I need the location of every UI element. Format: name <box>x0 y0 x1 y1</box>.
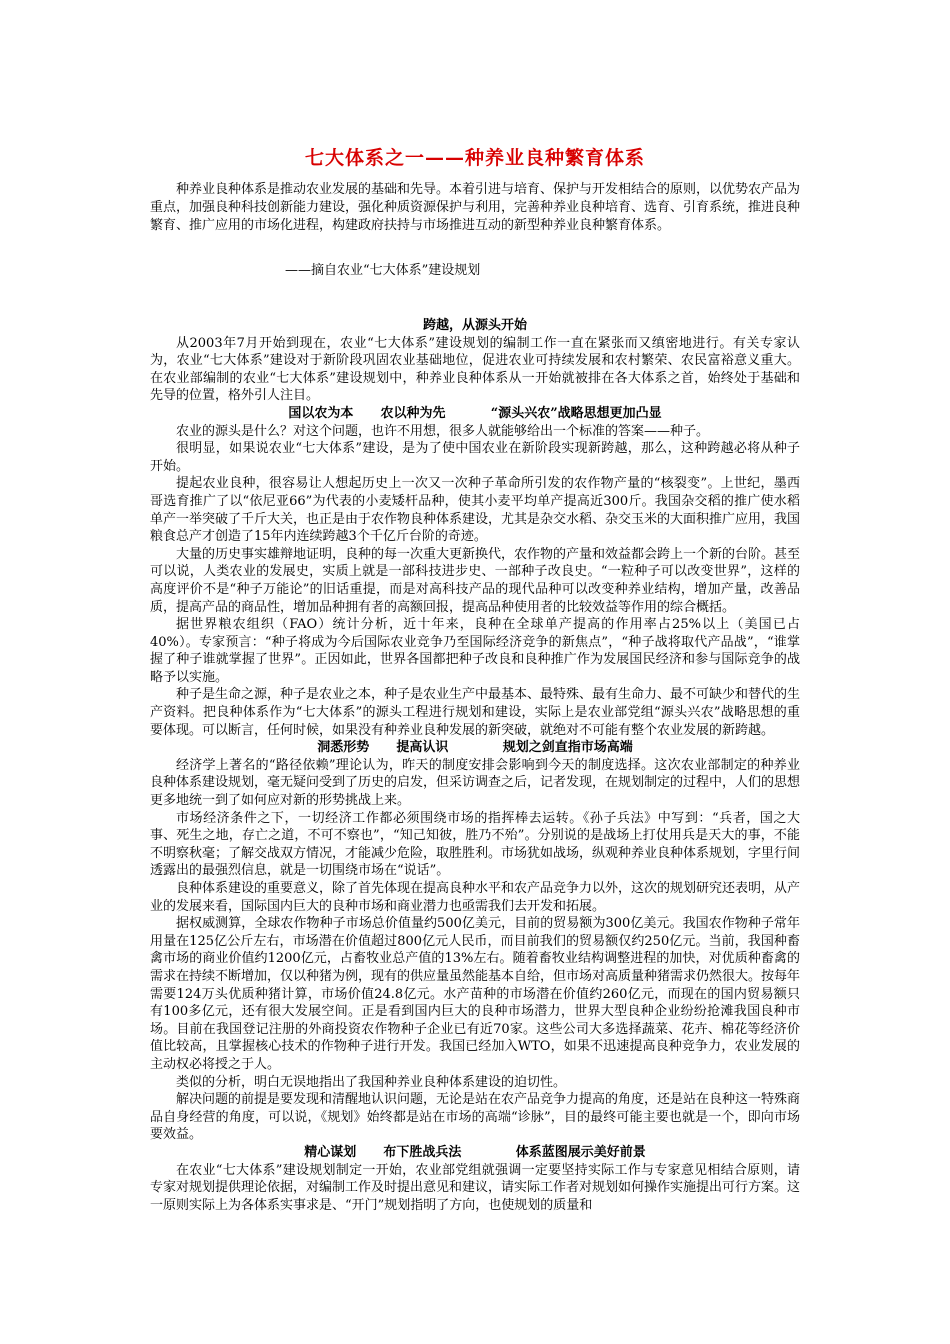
body-paragraph: 类似的分析，明白无误地指出了我国种养业良种体系建设的迫切性。 <box>176 1074 567 1090</box>
body-paragraph: 种子是生命之源，种子是农业之本，种子是农业生产中最基本、最特殊、最有生命力、最不可缺少和替代的生产资料。把良种体系作为“七大体系”的源头工程进行规划和建设，实际上是农业部党组“源头兴农”战略思想的重要体现。可以断言，任何时候，如果没有种养业良种发展的新突破，就绝对不可能有整个农业发展的新跨越。 <box>150 687 801 738</box>
section-heading: 精心谋划 布下胜战兵法 体系蓝图展示美好前景 <box>304 1144 646 1160</box>
document-title: 七大体系之一——种养业良种繁育体系 <box>304 147 645 169</box>
body-paragraph: 很明显，如果说农业“七大体系”建设，是为了使中国农业在新阶段实现新跨越，那么，这种跨越必将从种子开始。 <box>150 441 800 474</box>
document-body <box>150 317 800 1214</box>
section-heading: 跨越，从源头开始 <box>422 318 527 333</box>
body-paragraph: 提起农业良种，很容易让人想起历史上一次又一次种子革命所引发的农作物产量的“核裂变”。上世纪，墨西哥选育推广了以“依尼亚66”为代表的小麦矮杆品种，使其小麦平均单产提高近300斤。我国杂交稻的推广使水稻单产一举突破了千斤大关，也正是由于农作物良种体系建设，尤其是杂交水稻、杂交玉米的大面积推广应用，我国粮食总产才创造了15年内连续跨越3个千亿斤台阶的奇迹。 <box>150 476 801 545</box>
intro-paragraph: 种养业良种体系是推动农业发展的基础和先导。本着引进与培育、保护与开发相结合的原则，以优势农产品为重点，加强良种科技创新能力建设，强化种质资源保护与利用，完善种养业良种培育、选育、引育系统，推进良种繁育、推广应用的市场化进程，构建政府扶持与市场推进互动的新型种养业良种繁育体系。 <box>150 182 801 233</box>
body-paragraph: 市场经济条件之下，一切经济工作都必须围绕市场的指挥棒去运转。《孙子兵法》中写到：“兵者，国之大事、死生之地，存亡之道，不可不察也”，“知己知彼，胜乃不殆”。分别说的是战场上打仗用兵是天大的事，不能不明察秋毫；了解交战双方情况，才能减少危险，取胜胜利。市场犹如战场，纵观种养业良种体系规划，字里行间透露出的最强烈信息，就是一切围绕市场在“说话”。 <box>150 810 801 879</box>
body-paragraph: 良种体系建设的重要意义，除了首先体现在提高良种水平和农产品竞争力以外，这次的规划研究还表明，从产业的发展来看，国际国内巨大的良种市场和商业潜力也亟需我们去开发和拓展。 <box>150 881 801 914</box>
body-paragraph: 据权威测算，全球农作物种子市场总价值量约500亿美元，目前的贸易额为300亿美元。我国农作物种子常年用量在125亿公斤左右，市场潜在价值超过800亿元人民币，而目前我们的贸易额仅约250亿元。当前，我国种畜禽市场的商业价值约1200亿元，占畜牧业总产值的13%左右。随着畜牧业结构调整进程的加快，对优质种畜禽的需求在持续不断增加，仅以种猪为例，现有的供应量虽然能基本自给，但市场对高质量种猪需求仍然很大。按每年需要124万头优质种猪计算，市场价值24.8亿元。水产苗种的市场潜在价值约260亿元，而现在的国内贸易额只有100多亿元，还有很大发展空间。正是看到国内巨大的良种市场潜力，世界大型良种企业纷纷抢滩我国良种市场。目前在我国登记注册的外商投资农作物种子企业已有近70家。这些公司大多选择蔬菜、花卉、棉花等经济价值比较高，且掌握核心技术的作物种子进行开发。我国已经加入WTO，如果不迅速提高良种竞争力，农业发展的主动权必将授之于人。 <box>150 916 801 1072</box>
body-paragraph: 从2003年7月开始到现在，农业“七大体系”建设规划的编制工作一直在紧张而又缜密地进行。有关专家认为，农业“七大体系”建设对于新阶段巩固农业基础地位，促进农业可持续发展和农村繁荣、农民富裕意义重大。在农业部编制的农业“七大体系”建设规划中，种养业良种体系从一开始就被排在各大体系之首，始终处于基础和先导的位置，格外引人注目。 <box>150 335 800 404</box>
body-paragraph: 解决问题的前提是要发现和清醒地认识问题，无论是站在农产品竞争力提高的角度，还是站在良种这一特殊商品自身经营的角度，可以说，《规划》始终都是站在市场的高端“诊脉”，目的最终可能主要也就是一个，即向市场要效益。 <box>150 1092 801 1143</box>
section-heading: 国以农为本 农以种为先 “源头兴农”战略思想更加凸显 <box>288 405 662 421</box>
body-paragraph: 据世界粮农组织（FAO）统计分析，近十年来，良种在全球单产提高的作用率占25%以上（美国已占40%）。专家预言：“种子将成为今后国际农业竞争乃至国际经济竞争的新焦点”，“种子战将取代产品战”，“谁掌握了种子谁就掌握了世界”。正因如此，世界各国都把种子改良和良种推广作为发展国民经济和参与国际竞争的战略予以实施。 <box>150 617 800 685</box>
body-paragraph: 经济学上著名的“路径依赖”理论认为，昨天的制度安排会影响到今天的制度选择。这次农业部制定的种养业良种体系建设规划，毫无疑问受到了历史的启发，但采访调查之后，记者发现，在规划制定的过程中，人们的思想更多地统一到了如何应对新的形势挑战上来。 <box>150 757 801 809</box>
body-paragraph: 大量的历史事实雄辩地证明，良种的每一次重大更新换代，农作物的产量和效益都会跨上一个新的台阶。甚至可以说，人类农业的发展史，实质上就是一部科技进步史、一部种子改良史。“一粒种子可以改变世界”，这样的高度评价不是“种子万能论”的旧话重提，而是对高科技产品的现代品种可以改变种养业结构，增加产量，改善品质，提高产品的商品性，增加品种拥有者的高额回报，提高品种使用者的比较效益等作用的综合概括。 <box>150 546 801 615</box>
section-heading: 洞悉形势 提高认识 规划之剑直指市场高端 <box>317 740 633 756</box>
source-citation: ——摘自农业“七大体系”建设规划 <box>285 263 481 278</box>
body-paragraph: 农业的源头是什么？对这个问题，也许不用想，很多人就能够给出一个标准的答案——种子。 <box>176 423 710 439</box>
body-paragraph: 在农业“七大体系”建设规划制定一开始，农业部党组就强调一定要坚持实际工作与专家意见相结合原则，请专家对规划提供理论依据，对编制工作及时提出意见和建议，请实际工作者对规划如何操作实施提出可行方案。这一原则实际上为各体系实事求是、“开门”规划指明了方向，也使规划的质量和 <box>150 1162 801 1213</box>
document-page <box>150 0 800 1344</box>
